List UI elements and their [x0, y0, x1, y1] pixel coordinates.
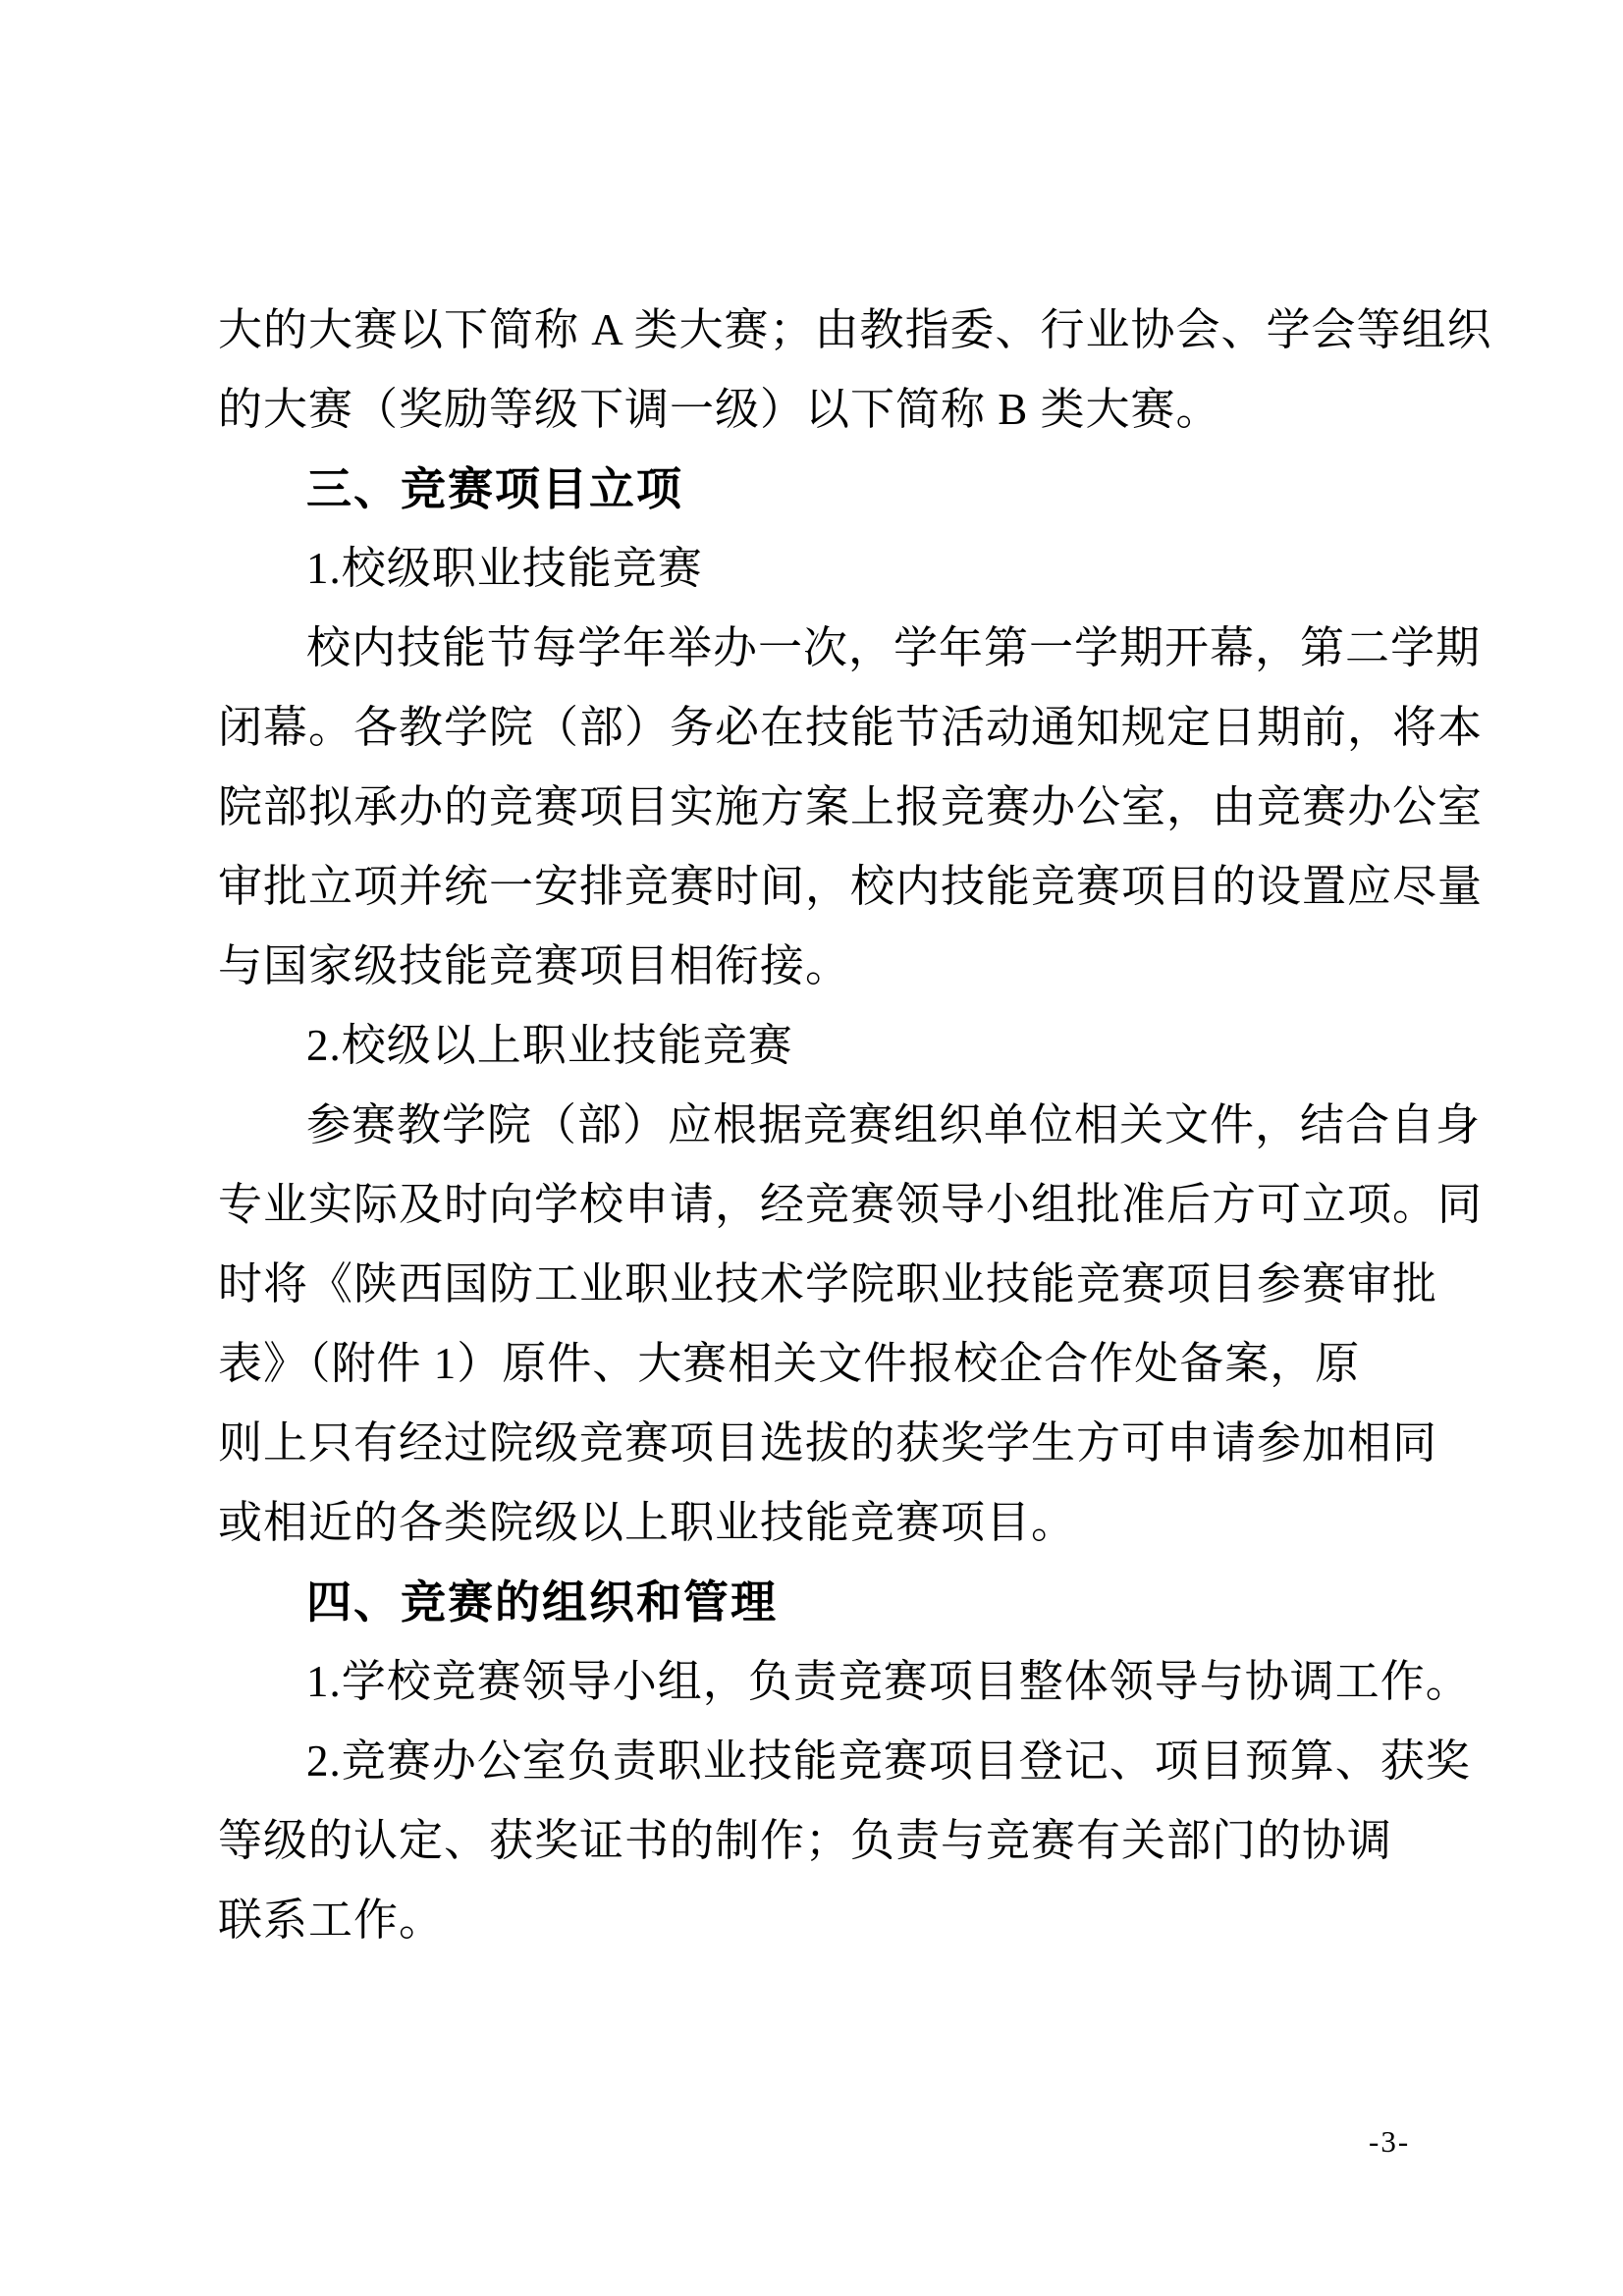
text-line: 1.校级职业技能竞赛 — [306, 544, 703, 593]
text-line: 1.学校竞赛领导小组，负责竞赛项目整体领导与协调工作。 — [306, 1657, 1471, 1706]
text-line: 2.竞赛办公室负责职业技能竞赛项目登记、项目预算、获奖 — [306, 1736, 1471, 1786]
text-line: 2.校级以上职业技能竞赛 — [306, 1021, 793, 1070]
text-line: 时将《陕西国防工业职业技术学院职业技能竞赛项目参赛审批 — [218, 1259, 1438, 1308]
text-line: 的大赛（奖励等级下调一级）以下简称 B 类大赛。 — [218, 385, 1221, 434]
text-line: 或相近的各类院级以上职业技能竞赛项目。 — [218, 1498, 1077, 1547]
document-body — [218, 291, 1492, 1960]
text-line: 表》（附件 1）原件、大赛相关文件报校企合作处备案，原 — [218, 1339, 1361, 1388]
page-number: -3- — [1369, 2124, 1411, 2159]
text-line: 则上只有经过院级竞赛项目选拔的获奖学生方可申请参加相同 — [218, 1418, 1438, 1468]
text-line: 大的大赛以下简称 A 类大赛；由教指委、行业协会、学会等组织 — [218, 305, 1492, 354]
text-line: 联系工作。 — [218, 1896, 445, 1945]
section-heading: 四、竞赛的组织和管理 — [306, 1576, 778, 1628]
text-line: 校内技能节每学年举办一次，学年第一学期开幕，第二学期 — [306, 623, 1482, 672]
text-line: 院部拟承办的竞赛项目实施方案上报竞赛办公室，由竞赛办公室 — [218, 782, 1484, 831]
section-heading: 三、竞赛项目立项 — [306, 463, 683, 514]
text-line: 与国家级技能竞赛项目相衔接。 — [218, 941, 851, 990]
text-line: 审批立项并统一安排竞赛时间，校内技能竞赛项目的设置应尽量 — [218, 862, 1484, 911]
text-line: 等级的认定、获奖证书的制作；负责与竞赛有关部门的协调 — [218, 1816, 1393, 1865]
text-line: 闭幕。各教学院（部）务必在技能节活动通知规定日期前，将本 — [218, 703, 1484, 752]
text-line: 参赛教学院（部）应根据竞赛组织单位相关文件，结合自身 — [306, 1100, 1482, 1149]
text-line: 专业实际及时向学校申请，经竞赛领导小组批准后方可立项。同 — [218, 1180, 1484, 1229]
